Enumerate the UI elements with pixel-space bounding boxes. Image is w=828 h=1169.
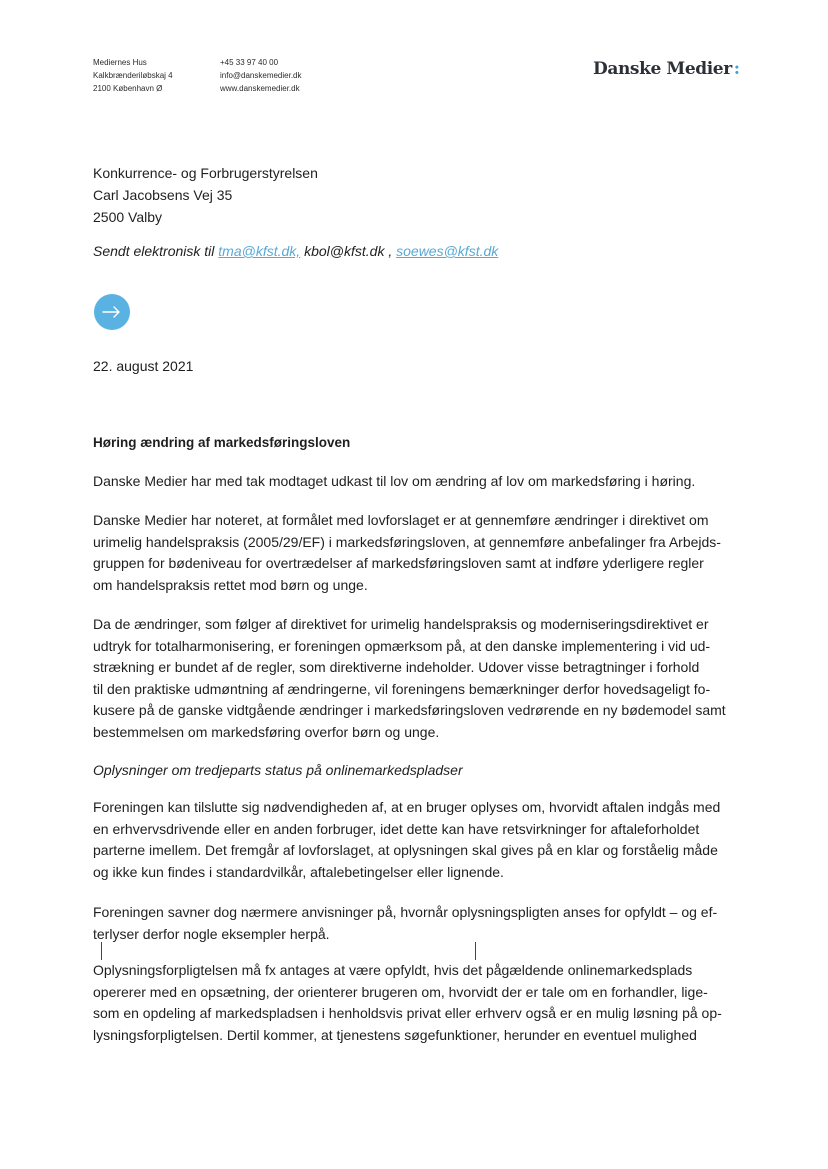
phone-number: +45 33 97 40 00 <box>220 58 279 67</box>
recipient-line: Carl Jacobsens Vej 35 <box>93 187 233 203</box>
sender-address <box>93 56 173 95</box>
paragraph-line: bestemmelsen om markedsføring overfor børn og unge. <box>93 723 440 740</box>
arrow-right-icon <box>102 305 122 319</box>
email-kbol: kbol@kfst.dk , <box>300 243 393 259</box>
paragraph <box>93 614 733 743</box>
logo-mark: : <box>733 59 740 79</box>
email-link-soewes[interactable]: soewes@kfst.dk <box>396 243 499 259</box>
paragraph-line: Da de ændringer, som følger af direktivet for urimelig handelspraksis og moderniseringsdirektivet er <box>93 616 709 632</box>
scan-mark <box>475 942 476 960</box>
paragraph-line: Oplysningsforpligtelsen må fx antages at være opfyldt, hvis det pågældende onlinemarkedsplads <box>93 962 693 978</box>
section-heading: Oplysninger om tredjeparts status på onlinemarkedspladser <box>93 762 463 778</box>
danske-medier-logo <box>593 59 740 79</box>
paragraph-line: Danske Medier har med tak modtaget udkast til lov om ændring af lov om markedsføring i høring. <box>93 473 696 489</box>
paragraph-line: som en opdeling af markedspladsen i henholdsvis privat eller erhverv også er en mulig løsning på op- <box>93 1005 722 1021</box>
arrow-right-button[interactable] <box>94 294 130 330</box>
scan-mark <box>101 942 102 960</box>
email-link[interactable]: info@danskemedier.dk <box>220 71 302 80</box>
paragraph-line: lysningsforpligtelsen. Dertil kommer, at tjenestens søgefunktioner, herunder en eventuel mulighed <box>93 1026 697 1043</box>
paragraph <box>93 471 733 493</box>
recipient-line: Konkurrence- og Forbrugerstyrelsen <box>93 165 318 181</box>
paragraph-line: udtryk for totalharmonisering, er foreningen opmærksom på, at den danske implementering i vid ud- <box>93 637 711 654</box>
paragraph-line: gruppen for bødeniveau for overtrædelser af markedsføringsloven samt at indføre yderligere regler <box>93 555 704 571</box>
paragraph-line: parterne imellem. Det fremgår af lovforslaget, at oplysningen skal gives på en klar og forståelig måde <box>93 842 718 858</box>
website-link[interactable]: www.danskemedier.dk <box>220 84 300 93</box>
address-line: Kalkbrænderiløbskaj 4 <box>93 71 173 80</box>
paragraph <box>93 960 733 1046</box>
recipient-address <box>93 162 318 228</box>
sent-prefix: Sendt elektronisk til <box>93 243 219 259</box>
recipient-line: 2500 Valby <box>93 209 163 225</box>
paragraph-line: strækning er bundet af de regler, som direktiverne indeholder. Udover visse betragtninger i forhold <box>93 659 700 675</box>
paragraph-line: og ikke kun findes i standardvilkår, aftalebetingelser eller lignende. <box>93 863 504 880</box>
paragraph-line: Danske Medier har noteret, at formålet med lovforslaget er at gennemføre ændringer i direktivet om <box>93 512 709 528</box>
paragraph-line: om handelspraksis rettet mod børn og unge. <box>93 576 368 593</box>
logo-text: Danske Medier <box>593 59 732 79</box>
paragraph-line: en erhvervsdrivende eller en anden forbruger, idet dette kan have retsvirkninger for aftaleforholdet <box>93 820 700 837</box>
email-link-tma[interactable]: tma@kfst.dk, <box>218 243 301 259</box>
paragraph-line: til den praktiske udmøntning af ændringerne, vil foreningens bemærkninger derfor hovedsageligt fo- <box>93 680 711 697</box>
address-line: 2100 København Ø <box>93 84 163 93</box>
paragraph-line: Foreningen savner dog nærmere anvisninger på, hvornår oplysningspligten anses for opfyldt – og ef- <box>93 904 718 920</box>
address-line: Mediernes Hus <box>93 58 147 67</box>
sender-contact <box>220 56 302 95</box>
paragraph-line: urimelig handelspraksis (2005/29/EF) i markedsføringsloven, at gennemføre anbefalinger fra Arbejds- <box>93 533 721 550</box>
paragraph-line: kusere på de ganske vidtgående ændringer i markedsføringsloven vedrørende en ny bødemodel samt <box>93 702 726 718</box>
paragraph-line: terlyser derfor nogle eksempler herpå. <box>93 925 330 942</box>
paragraph-line: Foreningen kan tilslutte sig nødvendigheden af, at en bruger oplyses om, hvorvidt aftalen indgås med <box>93 799 721 815</box>
paragraph <box>93 797 733 883</box>
letter-subject: Høring ændring af markedsføringsloven <box>93 435 351 450</box>
paragraph <box>93 902 733 945</box>
paragraph <box>93 510 733 596</box>
sent-electronically-line <box>93 243 498 259</box>
letter-date: 22. august 2021 <box>93 358 194 374</box>
paragraph-line: opererer med en opsætning, der orienterer brugeren om, hvorvidt der er tale om en forhandler, lige- <box>93 983 708 1000</box>
